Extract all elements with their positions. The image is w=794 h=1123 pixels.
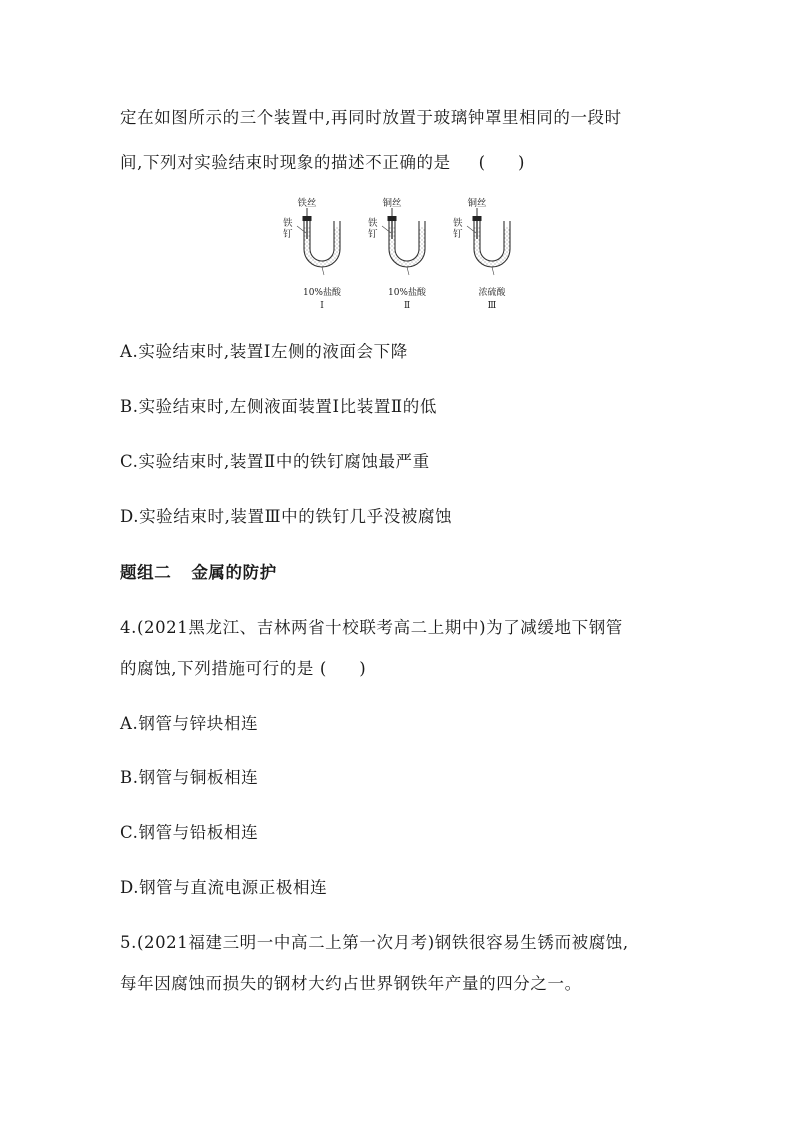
q4-answer-bracket: ( ) [319, 659, 366, 678]
q3-answer-bracket: ( ) [478, 153, 525, 172]
q5-stem-line2: 每年因腐蚀而损失的钢材大约占世界钢铁年产量的四分之一。 [120, 974, 582, 993]
device-3-stopper [473, 216, 482, 221]
device-2-numeral: Ⅱ [403, 301, 411, 311]
device-3-nail-label-bottom: 钉 [453, 229, 463, 240]
device-2-liquid-label: 10%盐酸 [387, 288, 427, 298]
device-3-liquid-leader [492, 267, 494, 275]
device-2-nail-label-top: 铁 [368, 218, 378, 229]
device-2-tube-inner [395, 221, 419, 261]
device-3-numeral: Ⅲ [487, 301, 497, 311]
device-1-wire-label: 铁丝 [297, 198, 317, 209]
device-1-liquid-label: 10%盐酸 [302, 288, 342, 298]
q3-option-d: D.实验结束时,装置Ⅲ中的铁钉几乎没被腐蚀 [120, 507, 453, 526]
device-3-nail-label-top: 铁 [453, 218, 463, 229]
device-1-numeral: Ⅰ [320, 301, 324, 311]
device-2-liquid-leader [407, 267, 409, 275]
q4-stem-line2 [120, 658, 366, 680]
q3-stem-line1: 定在如图所示的三个装置中,再同时放置于玻璃钟罩里相同的一段时 [120, 108, 622, 127]
q4-option-c: C.钢管与铅板相连 [120, 823, 259, 842]
q4-option-a: A.钢管与锌块相连 [120, 714, 259, 733]
device-3-tube-inner [480, 221, 504, 261]
q4-stem-text: 的腐蚀,下列措施可行的是 [120, 659, 314, 678]
q3-option-c: C.实验结束时,装置Ⅱ中的铁钉腐蚀最严重 [120, 452, 430, 471]
q5-stem-line1: 5.(2021福建三明一中高二上第一次月考)钢铁很容易生锈而被腐蚀, [120, 933, 629, 952]
device-3-liquid-label: 浓硫酸 [478, 288, 506, 298]
device-1-liquid-leader [322, 267, 324, 275]
section-label: 题组二 [120, 563, 172, 582]
device-1-tube-inner [310, 221, 334, 261]
section-heading [120, 562, 277, 584]
q3-stem-text: 间,下列对实验结束时现象的描述不正确的是 [120, 153, 451, 172]
q4-option-b: B.钢管与铜板相连 [120, 768, 259, 787]
q4-stem-line1: 4.(2021黑龙江、吉林两省十校联考高二上期中)为了减缓地下钢管 [120, 618, 623, 637]
q3-option-b: B.实验结束时,左侧液面装置Ⅰ比装置Ⅱ的低 [120, 397, 437, 416]
device-3-wire-label: 铜丝 [467, 198, 487, 209]
device-1-stopper [303, 216, 312, 221]
device-2-stopper [388, 216, 397, 221]
device-1-nail-label-bottom: 钉 [283, 229, 293, 240]
device-2 [368, 197, 427, 311]
section-title: 金属的防护 [191, 563, 277, 582]
device-2-wire-label: 铜丝 [382, 198, 402, 209]
device-1-nail-label-top: 铁 [283, 218, 293, 229]
u-tube-figure [283, 193, 526, 318]
q4-option-d: D.钢管与直流电源正极相连 [120, 878, 328, 897]
q3-stem-line2 [120, 152, 524, 174]
device-1 [283, 197, 342, 311]
q3-option-a: A.实验结束时,装置Ⅰ左侧的液面会下降 [120, 342, 408, 361]
device-2-nail-label-bottom: 钉 [368, 229, 378, 240]
device-3 [453, 197, 510, 311]
